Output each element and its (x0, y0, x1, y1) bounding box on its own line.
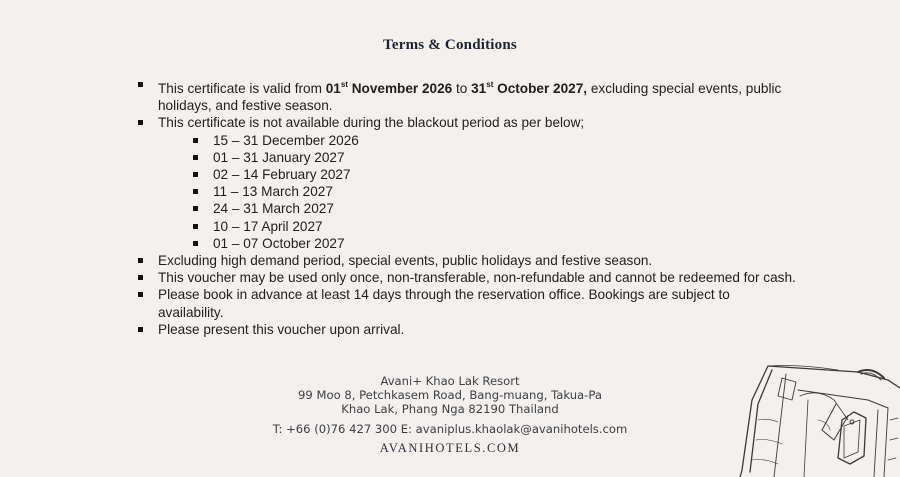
end-date: 31st October 2027, (471, 80, 588, 96)
blackout-period: 10 – 17 April 2027 (158, 218, 797, 235)
website-link[interactable]: AVANIHOTELS.COM (379, 441, 521, 455)
blackout-period: 11 – 13 March 2027 (158, 183, 797, 200)
address-line-1: 99 Moo 8, Petchkasem Road, Bang-muang, Takua-Pa (298, 388, 602, 402)
blackout-list (158, 132, 797, 252)
bullet (138, 82, 143, 87)
bullet (138, 120, 143, 125)
blackout-period: 02 – 14 February 2027 (158, 166, 797, 183)
bullet (193, 138, 198, 143)
list-item-blackout: This certificate is not available during the blackout period as per below; 15 – 31 December 2026 01 – 31 January 2027 02 – 14 February 2027 11 – 13 March 2027 24 – 31 March 2027 10 – 17 April 2027 01 – 07 October 2027 (137, 114, 797, 252)
bullet (193, 224, 198, 229)
bullet (138, 327, 143, 332)
list-item-validity: This certificate is valid from 01st November 2026 to 31st October 2027, excluding special events, public holidays, and festive season. (137, 76, 797, 114)
blackout-period: 24 – 31 March 2027 (158, 200, 797, 217)
list-item-arrival: Please present this voucher upon arrival. (137, 321, 797, 338)
terms-list (137, 76, 797, 338)
bullet (193, 155, 198, 160)
bullet (138, 275, 143, 280)
blackout-period: 01 – 31 January 2027 (158, 149, 797, 166)
address-line-2: Khao Lak, Phang Nga 82190 Thailand (341, 402, 559, 416)
bullet (193, 189, 198, 194)
bullet (138, 292, 143, 297)
bullet (193, 206, 198, 211)
list-item-exclusions: Excluding high demand period, special events, public holidays and festive season. (137, 252, 797, 269)
start-date: 01st November 2026 (325, 80, 453, 96)
bullet (193, 172, 198, 177)
list-item-usage: This voucher may be used only once, non-transferable, non-refundable and cannot be redeemed for cash. (137, 269, 797, 286)
blackout-period: 01 – 07 October 2027 (158, 235, 797, 252)
bullet (138, 258, 143, 263)
resort-name: Avani+ Khao Lak Resort (380, 374, 520, 388)
luggage-sketch-icon (738, 360, 900, 477)
list-item-booking: Please book in advance at least 14 days through the reservation office. Bookings are subject to availability. (137, 286, 797, 320)
terms-title: Terms & Conditions (383, 37, 517, 53)
bullet (193, 241, 198, 246)
contact-line: T: +66 (0)76 427 300 E: avaniplus.khaolak@avanihotels.com (272, 422, 628, 436)
blackout-period: 15 – 31 December 2026 (158, 132, 797, 149)
